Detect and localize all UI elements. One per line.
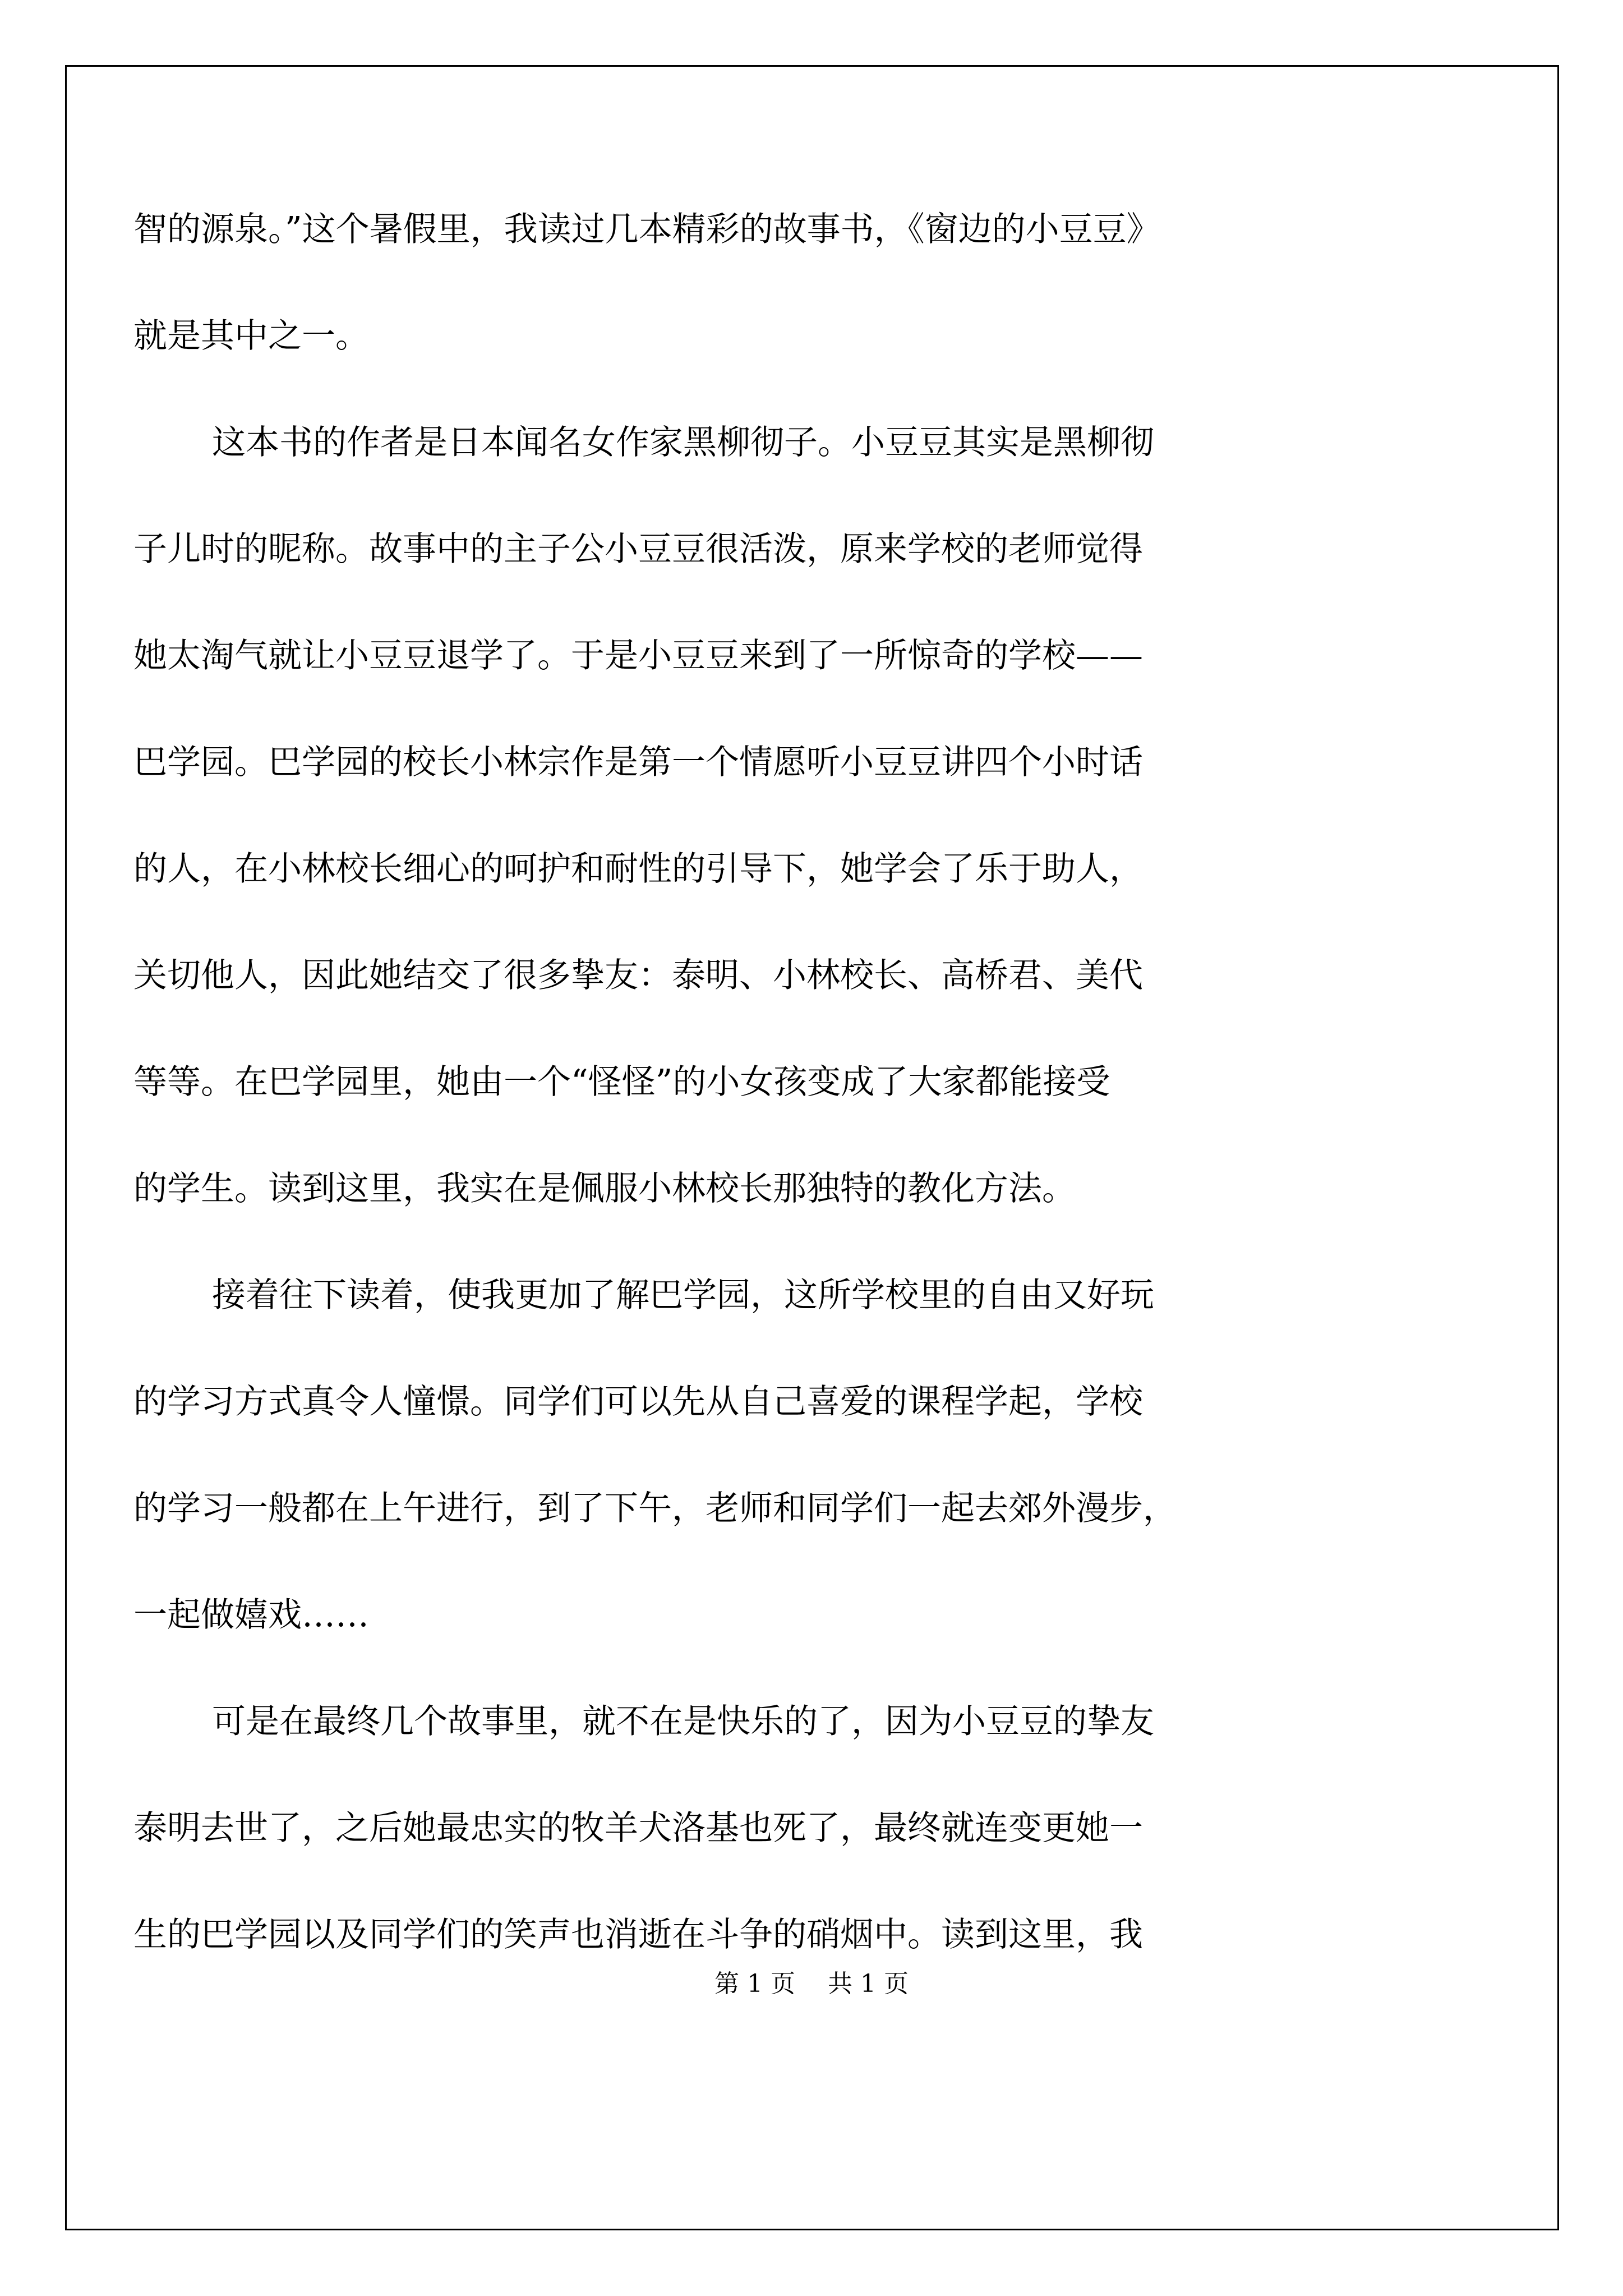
text-line: 她太淘气就让小豆豆退学了。于是小豆豆来到了一所惊奇的学校——: [133, 636, 1143, 675]
text-line: 生的巴学园以及同学们的笑声也消逝在斗争的硝烟中。读到这里，我: [133, 1915, 1143, 1954]
page-footer: 第 1 页 共 1 页: [714, 1970, 909, 1998]
text-line: 的人，在小林校长细心的呵护和耐性的引导下，她学会了乐于助人，: [133, 849, 1143, 889]
text-line: 可是在最终几个故事里，就不在是快乐的了，因为小豆豆的挚友: [212, 1702, 1154, 1741]
text-line: 的学习一般都在上午进行，到了下午，老师和同学们一起去郊外漫步，: [133, 1489, 1177, 1528]
text-line: 就是其中之一。: [133, 316, 369, 356]
text-line: 一起做嬉戏……: [133, 1595, 369, 1635]
text-line: 巴学园。巴学园的校长小林宗作是第一个情愿听小豆豆讲四个小时话: [133, 743, 1143, 782]
text-line: 关切他人，因此她结交了很多挚友：泰明、小林校长、高桥君、美代: [133, 956, 1143, 995]
text-line: 子儿时的昵称。故事中的主子公小豆豆很活泼，原来学校的老师觉得: [133, 530, 1143, 569]
text-line: 等等。在巴学园里，她由一个“怪怪”的小女孩变成了大家都能接受: [133, 1062, 1110, 1102]
text-line: 接着往下读着，使我更加了解巴学园，这所学校里的自由又好玩: [212, 1276, 1154, 1315]
text-line: 的学习方式真令人憧憬。同学们可以先从自己喜爱的课程学起，学校: [133, 1382, 1143, 1421]
text-line: 泰明去世了，之后她最忠实的牧羊犬洛基也死了，最终就连变更她一: [133, 1809, 1143, 1848]
text-line: 智的源泉。”这个暑假里，我读过几本精彩的故事书，《窗边的小豆豆》: [133, 210, 1160, 249]
document-body: [133, 176, 1507, 1988]
text-line: 这本书的作者是日本闻名女作家黑柳彻子。小豆豆其实是黑柳彻: [212, 423, 1154, 462]
text-line: 的学生。读到这里，我实在是佩服小林校长那独特的教化方法。: [133, 1169, 1076, 1208]
